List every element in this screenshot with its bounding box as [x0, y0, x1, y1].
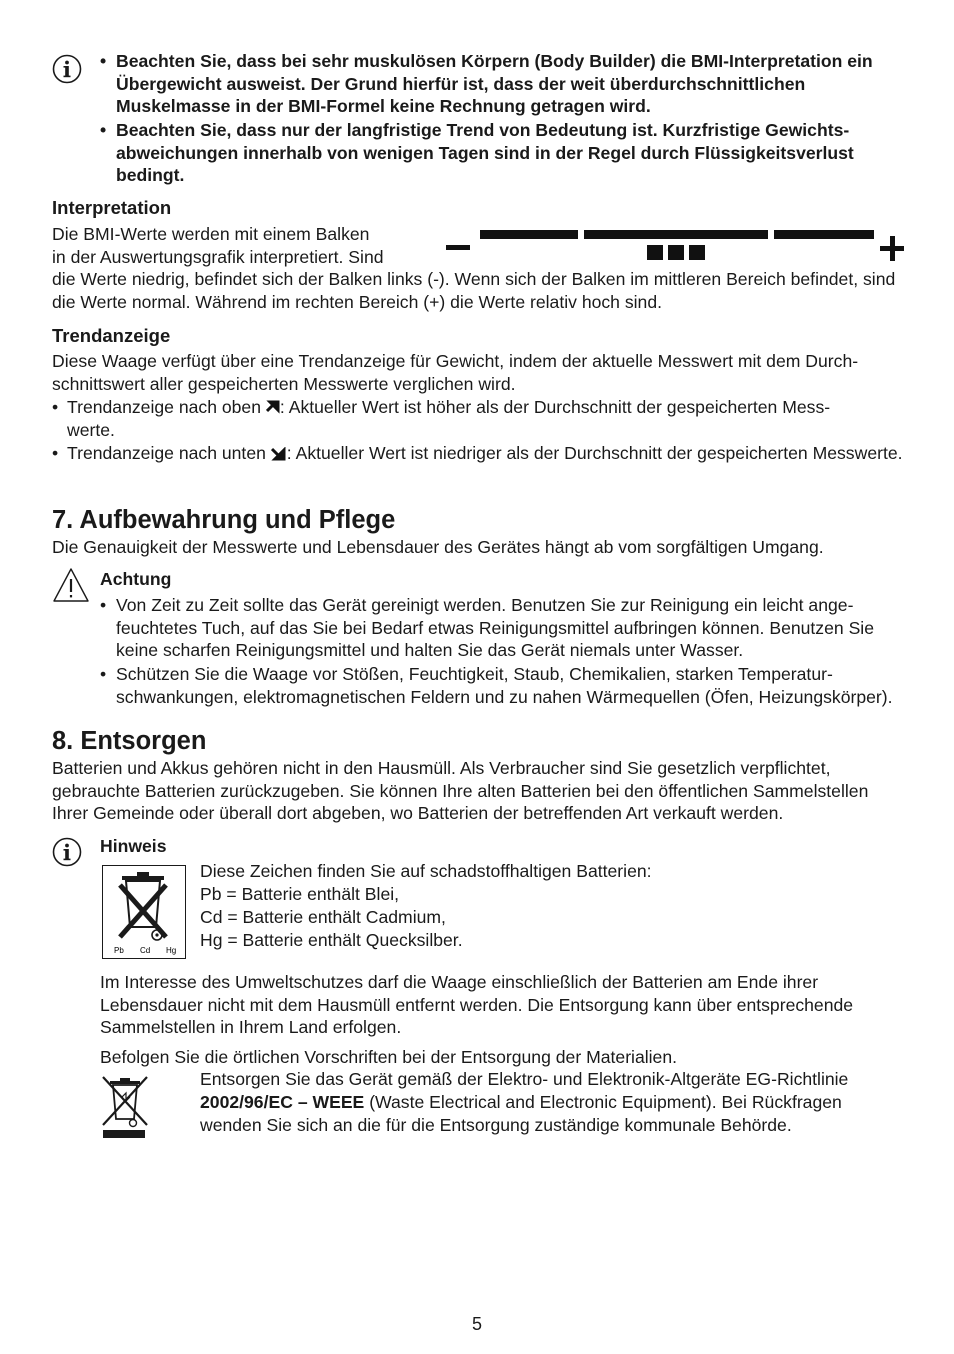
interpretation-continuation: die Werte niedrig, befindet sich der Balken links (-). Wenn sich der Balken im mittleren Bereich befindet, sind die Werte normal. Während im rechten Bereich (+) die Werte relativ hoch sind. — [52, 269, 896, 312]
battery-line-3: Cd = Batterie enthält Cadmium, — [200, 907, 446, 927]
trend-up-description: : Aktueller Wert ist höher als der Durchschnitt der gespeicherten Messwerte. — [67, 397, 831, 440]
battery-line-4: Hg = Batterie enthält Quecksilber. — [200, 930, 463, 950]
note-label: Hinweis — [100, 836, 167, 856]
trend-up-label: Trendanzeige nach oben — [67, 397, 262, 417]
interpretation-heading: Interpretation — [52, 197, 172, 218]
bmi-bar-segment-mid — [584, 230, 768, 239]
weee-line-2-text: (Waste Electrical and Electronic Equipment). Bei Rückfragen — [364, 1092, 842, 1112]
section-8-intro: Batterien und Akkus gehören nicht in den Hausmüll. Als Verbraucher sind Sie gesetzlich verpflichtet, gebrauchte Batterien zurückzugeben. Sie können Ihre alten Batterien bei den öffentlichen Sammelstellen Ihrer Gemeinde oder überall dort abgeben, wo Batterien der betreffenden Art verkauft werden. — [52, 758, 869, 824]
trend-down-description: : Aktueller Wert ist niedriger als der Durchschnitt der gespeicherten Messwerte. — [286, 443, 903, 463]
bmi-bar-segment-low — [480, 230, 578, 239]
weee-line-3: wenden Sie sich an die für die Entsorgung zuständige kommunale Behörde. — [200, 1115, 792, 1135]
trend-down-label: Trendanzeige nach unten — [67, 443, 266, 463]
battery-line-1: Diese Zeichen finden Sie auf schadstoffhaltigen Batterien: — [200, 861, 652, 881]
section-7-title: 7. Aufbewahrung und Pflege — [52, 506, 396, 534]
care-bullet-1: • Von Zeit zu Zeit sollte das Gerät gereinigt werden. Benutzen Sie zur Reinigung ein leicht angefeuchtetes Tuch, auf das Sie bei Bedarf etwas Reinigungsmittel aufbringen können. Benutzen Sie keine scharfen Reinigungsmittel und halten Sie das Gerät niemals unter Wasser. — [100, 595, 874, 661]
section-7-intro: Die Genauigkeit der Messwerte und Lebensdauer des Gerätes hängt ab vom sorgfältigen Umgang. — [52, 537, 824, 557]
page-number: 5 — [471, 1314, 482, 1334]
info-note-1: • Beachten Sie, dass bei sehr muskulösen Körpern (Body Builder) die BMI-Interpretation ein Übergewicht ausweist. Der Grund hierfür ist, dass der weit überdurchschnittlichen Muskelmasse in der BMI-Formel keine Rechnung getragen wird. — [100, 51, 873, 117]
environment-text: Im Interesse des Umweltschutzes darf die Waage einschließlich der Batterien am Ende ihrer Lebensdauer nicht mit dem Hausmüll entfernt werden. Die Entsorgung kann über entsprechende Sammelstellen in Ihrem Land erfolgen. — [100, 972, 854, 1038]
trend-down-item — [52, 442, 904, 465]
trend-up-arrow-icon — [266, 400, 280, 414]
interpretation-intro-line-2: in der Auswertungsgrafik interpretiert. Sind — [52, 247, 384, 267]
info-note-2: • Beachten Sie, dass nur der langfristige Trend von Bedeutung ist. Kurzfristige Gewichtsabweichungen innerhalb von wenigen Tagen sind in der Regel durch Flüssigkeitsverlust bedingt. — [100, 120, 854, 186]
bmi-minus-sign — [446, 245, 470, 250]
battery-line-2: Pb = Batterie enthält Blei, — [200, 884, 400, 904]
bmi-indicator-block — [689, 245, 705, 260]
bullet-dot: • — [100, 120, 107, 140]
bmi-indicator-block — [668, 245, 684, 260]
local-rules-text: Befolgen Sie die örtlichen Vorschriften bei der Entsorgung der Materialien. — [100, 1047, 678, 1067]
weee-line-2 — [200, 1091, 842, 1114]
care-bullet-2: • Schützen Sie die Waage vor Stößen, Feuchtigkeit, Staub, Chemikalien, starken Temperaturschwankungen, elektromagnetischen Feldern und zu nahen Wärmequellen (Öfen, Heizungskörper). — [100, 664, 893, 707]
warning-triangle-icon — [52, 566, 90, 604]
bullet-dot: • — [100, 595, 107, 615]
crossed-bin-battery-icon — [102, 865, 186, 959]
bmi-indicator-block — [647, 245, 663, 260]
trend-text: Diese Waage verfügt über eine Trendanzeige für Gewicht, indem der aktuelle Messwert mit dem Durchschnittswert aller gespeicherten Messwerte verglichen wird. — [52, 351, 859, 394]
trend-down-arrow-icon — [271, 447, 287, 461]
interpretation-intro-line-1: Die BMI-Werte werden mit einem Balken — [52, 224, 370, 244]
battery-label-pb: Pb — [114, 946, 124, 955]
info-icon — [52, 837, 82, 867]
weee-directive: 2002/96/EC – WEEE — [200, 1092, 365, 1112]
bmi-bar-segment-high — [774, 230, 874, 239]
crossed-bin-weee-icon — [100, 1073, 150, 1139]
warning-label: Achtung — [100, 569, 172, 589]
bullet-dot: • — [100, 664, 107, 684]
bullet-dot: • — [52, 397, 59, 417]
bullet-dot: • — [52, 443, 59, 463]
info-icon — [52, 54, 82, 84]
battery-label-cd: Cd — [140, 946, 151, 955]
battery-label-hg: Hg — [166, 946, 177, 955]
bullet-dot: • — [100, 51, 107, 71]
bmi-plus-sign-v — [890, 236, 895, 261]
weee-line-1: Entsorgen Sie das Gerät gemäß der Elektro- und Elektronik-Altgeräte EG-Richtlinie — [200, 1069, 849, 1089]
trend-heading: Trendanzeige — [52, 325, 171, 346]
trend-up-item — [52, 396, 872, 441]
section-8-title: 8. Entsorgen — [52, 727, 207, 755]
